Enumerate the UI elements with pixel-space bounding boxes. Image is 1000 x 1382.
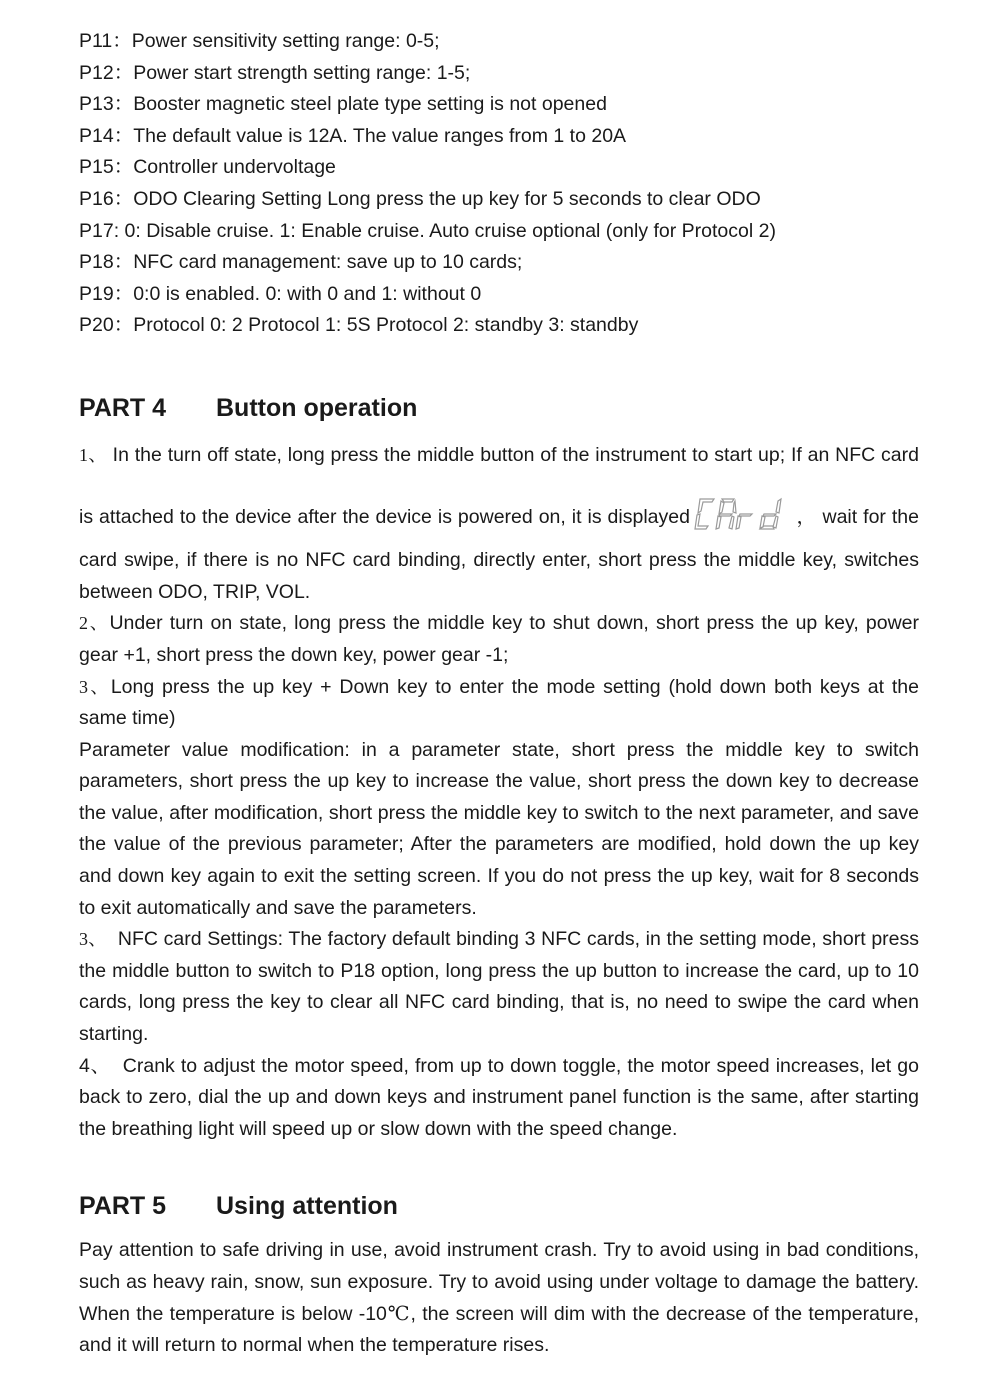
parameter-description: 0:0 is enabled. 0: with 0 and 1: without 0 <box>133 282 482 305</box>
item-text: Under turn on state, long press the middle key to shut down, short press the up key, power gear +1, short press the down key, power gear -1; <box>79 612 919 666</box>
parameter-line <box>79 58 919 90</box>
using-attention-section <box>79 1235 919 1361</box>
item-index: 3、 <box>79 676 111 697</box>
attention-text: , the screen will dim with the decrease of the temperature, and it will return to normal when the temperature rises. <box>79 1302 919 1357</box>
item-2 <box>79 608 919 671</box>
parameter-key: P15： <box>79 156 134 179</box>
parameter-line <box>79 247 919 279</box>
item-index: 3、 <box>79 929 107 950</box>
parameter-description: ODO Clearing Setting Long press the up key for 5 seconds to clear ODO <box>133 187 761 210</box>
item-1-first-line <box>79 440 919 472</box>
parameter-description: Booster magnetic steel plate type setting is not opened <box>133 93 607 116</box>
parameter-key: P11： <box>79 30 132 52</box>
item-1-continued: card swipe, if there is no NFC card binding, directly enter, short press the middle key, switches between ODO, TRIP, VOL. <box>79 549 919 603</box>
item-index: 2、 <box>79 613 110 634</box>
item-text: is attached to the device after the device is powered on, it is displayed <box>79 505 690 528</box>
parameter-line <box>79 26 919 58</box>
item-text: Long press the up key + Down key to enter the mode setting (hold down both keys at the same time) <box>79 675 919 730</box>
parameter-key: P16： <box>79 187 134 210</box>
section-number: PART 5 <box>79 1192 167 1221</box>
parameter-description: Power sensitivity setting range: 0-5; <box>131 30 440 52</box>
parameter-key: P19： <box>79 282 134 305</box>
item-3 <box>79 672 919 735</box>
item-index: 4、 <box>79 1054 111 1077</box>
item-index: 1、 <box>79 444 107 465</box>
attention-text: Pay attention to safe driving in use, avoid instrument crash. Try to avoid using in bad conditions, such as heavy rain, snow, sun exposure. Try to avoid using under voltage to damage the battery. When the temperature is below -10 <box>79 1239 919 1325</box>
parameter-modification-paragraph: Parameter value modification: in a parameter state, short press the middle key to switch parameters, short press the up key to increase the value, short press the down key to decrease the value, after modification, short press the middle key to switch to the next parameter, and save the value of the previous parameter; After the parameters are modified, hold down the up key and down key again to exit the setting screen. If you do not press the up key, wait for 8 seconds to exit automatically and save the parameters. <box>79 738 919 919</box>
section-heading-part5 <box>79 1189 919 1223</box>
section-title: Using attention <box>216 1192 398 1221</box>
parameter-description: Protocol 0: 2 Protocol 1: 5S Protocol 2: standby 3: standby <box>133 314 639 337</box>
parameter-key: P20： <box>79 314 134 337</box>
parameter-line <box>79 216 919 248</box>
item-1-display-line <box>79 497 919 542</box>
item-text: Crank to adjust the motor speed, from up to down toggle, the motor speed increases, let go back to zero, dial the up and down keys and instrument panel function is the same, after starting the breathing light will speed up or slow down with the speed change. <box>79 1054 925 1140</box>
attention-paragraph <box>79 1235 919 1361</box>
lcd-card-display-icon <box>694 497 790 542</box>
parameter-line <box>79 279 919 311</box>
parameter-line <box>79 310 919 342</box>
parameter-description: NFC card management: save up to 10 cards; <box>133 251 523 274</box>
parameter-key: P17: <box>79 219 120 242</box>
item-text: In the turn off state, long press the middle button of the instrument to start up; If an NFC card <box>106 443 919 466</box>
item-text: NFC card Settings: The factory default binding 3 NFC cards, in the setting mode, short press the middle button to switch to P18 option, long press the up button to increase the card, up to 10 cards, long press the key to clear all NFC card binding, that is, no need to swipe the card when starting. <box>79 928 925 1046</box>
parameter-line <box>79 152 919 184</box>
button-operation-section <box>79 440 925 1145</box>
parameter-description: 0: Disable cruise. 1: Enable cruise. Auto cruise optional (only for Protocol 2) <box>119 219 776 242</box>
degree-celsius-symbol: ℃ <box>386 1303 411 1325</box>
parameter-description: The default value is 12A. The value ranges from 1 to 20A <box>133 124 627 147</box>
parameter-list <box>79 26 919 342</box>
parameter-key: P12： <box>79 61 134 84</box>
parameter-line <box>79 184 919 216</box>
parameter-line <box>79 121 919 153</box>
parameter-line <box>79 89 919 121</box>
item-text: ， wait for the <box>795 505 919 528</box>
item-4 <box>79 1051 925 1146</box>
parameter-key: P13： <box>79 93 134 116</box>
parameter-key: P14： <box>79 124 134 147</box>
parameter-description: Power start strength setting range: 1-5; <box>133 61 471 84</box>
section-heading-part4 <box>79 391 919 425</box>
section-number: PART 4 <box>79 393 167 422</box>
section-title: Button operation <box>216 393 418 422</box>
parameter-key: P18： <box>79 251 134 274</box>
item-3-nfc <box>79 924 925 1050</box>
parameter-description: Controller undervoltage <box>133 156 336 179</box>
